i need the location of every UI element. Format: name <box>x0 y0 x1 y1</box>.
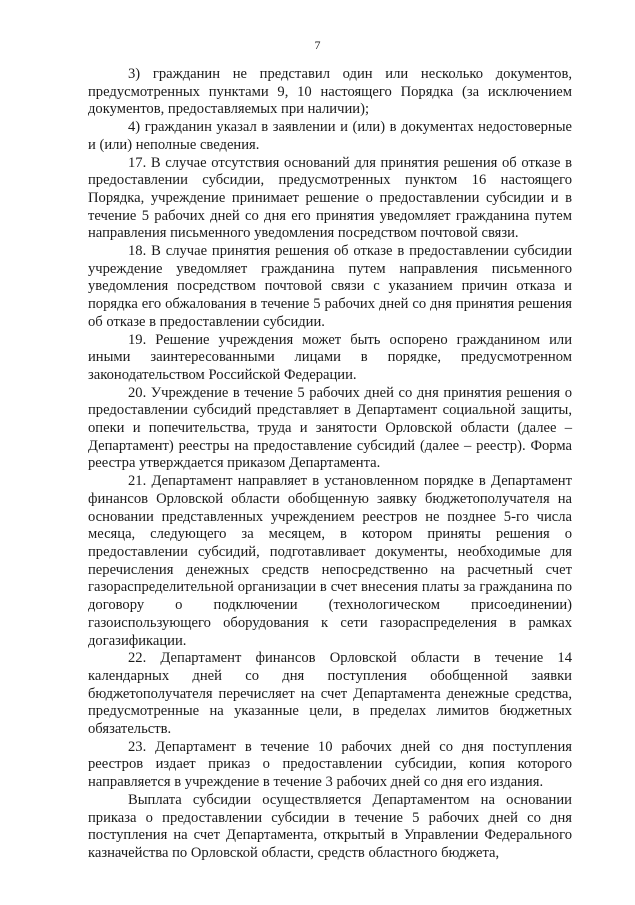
paragraph-21: 21. Департамент направляет в установленном порядке в Департамент финансов Орловской области обобщенную заявку бюджетополучателя на основании представленных учреждением реестров не позднее 5-го числа месяца, следующего за месяцем, в котором приняты решения о предоставлении субсидий, подготавливает документы, необходимые для перечисления денежных средств непосредственно на расчетный счет газораспределительной организации в счет внесения платы за гражданина по договору о подключении (технологическом присоединении) газоиспользующего оборудования к сети газораспределения в рамках догазификации. <box>88 473 572 649</box>
paragraph-item-4: 4) гражданин указал в заявлении и (или) в документах недостоверные и (или) неполные сведения. <box>88 119 572 153</box>
paragraph-payment: Выплата субсидии осуществляется Департаментом на основании приказа о предоставлении субсидии в течение 5 рабочих дней со дня поступления на счет Департамента, открытый в Управлении Федерального казначейства по Орловской области, средств областного бюджета, <box>88 791 572 861</box>
paragraph-20: 20. Учреждение в течение 5 рабочих дней со дня принятия решения о предоставлении субсидий представляет в Департамент социальной защиты, опеки и попечительства, труда и занятости Орловской области (далее – Департамент) реестры на предоставление субсидий (далее – реестр). Форма реестра утверждается приказом Департамента. <box>88 384 572 472</box>
paragraph-19: 19. Решение учреждения может быть оспорено гражданином или иными заинтересованными лицами в порядке, предусмотренном законодательством Российской Федерации. <box>88 331 572 383</box>
paragraph-23: 23. Департамент в течение 10 рабочих дней со дня поступления реестров издает приказ о предоставлении субсидии, копия которого направляется в учреждение в течение 3 рабочих дней со дня его издания. <box>88 738 572 791</box>
paragraph-17: 17. В случае отсутствия оснований для принятия решения об отказе в предоставлении субсидии, предусмотренных пунктом 16 настоящего Порядка, учреждение принимает решение о предоставлении субсидии и в течение 5 рабочих дней со дня его принятия уведомляет гражданина путем направления письменного уведомления посредством почтовой связи. <box>88 154 572 242</box>
paragraph-18: 18. В случае принятия решения об отказе в предоставлении субсидии учреждение уведомляет гражданина путем направления письменного уведомления посредством почтовой связи с указанием причин отказа и порядка его обжалования в течение 5 рабочих дней со дня принятия решения об отказе в предоставлении субсидии. <box>88 243 572 330</box>
paragraph-22: 22. Департамент финансов Орловской области в течение 14 календарных дней со дня поступления обобщенной заявки бюджетополучателя перечисляет на счет Департамента денежные средства, предусмотренные на указанные цели, в пределах лимитов бюджетных обязательств. <box>88 650 572 738</box>
document-body <box>88 66 572 863</box>
page-number: 7 <box>314 38 321 52</box>
paragraph-item-3: 3) гражданин не представил один или несколько документов, предусмотренных пунктами 9, 10 настоящего Порядка (за исключением документов, предоставляемых при наличии); <box>88 66 572 118</box>
